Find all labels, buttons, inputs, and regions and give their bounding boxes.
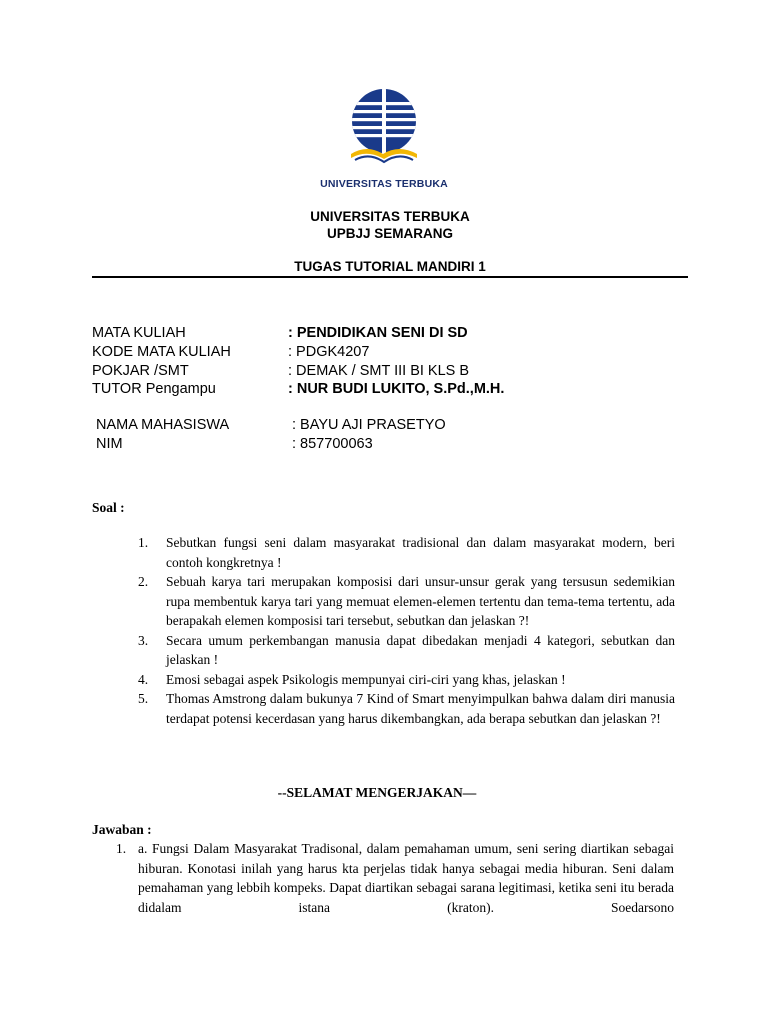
info-value: : PENDIDIKAN SENI DI SD — [288, 325, 468, 341]
jawaban-heading: Jawaban : — [92, 822, 152, 837]
info-value: : NUR BUDI LUKITO, S.Pd.,M.H. — [288, 381, 505, 397]
question-item — [138, 572, 675, 631]
question-number: 5. — [138, 691, 149, 706]
question-text: Sebutkan fungsi seni dalam masyarakat tradisional dan dalam masyarakat modern, beri contoh kongkretnya ! — [166, 535, 675, 570]
question-item — [138, 689, 675, 728]
answer-text: a. Fungsi Dalam Masyarakat Tradisonal, dalam pemahaman umum, seni sering diartikan sebagai hiburan. Konotasi inilah yang harus kta perjelas tidak hanya sebagai media hiburan. Seni dalam pemahaman yang lebbih kompeks. Dapat diartikan sebagai sarana legitimasi, ketika seni itu berada didalam istana (kraton). Soedarsono — [138, 841, 674, 915]
university-name: UNIVERSITAS TERBUKA — [310, 209, 470, 224]
answer-item — [116, 839, 674, 917]
info-label: KODE MATA KULIAH — [92, 344, 231, 360]
question-text: Thomas Amstrong dalam bukunya 7 Kind of Smart menyimpulkan bahwa dalam diri manusia terdapat potensi kecerdasan yang harus dikembangkan, ada berapa sebutkan dan jelaskan ?! — [166, 691, 675, 726]
assignment-title: TUGAS TUTORIAL MANDIRI 1 — [294, 259, 486, 274]
soal-heading: Soal : — [92, 500, 125, 515]
question-number: 4. — [138, 671, 149, 687]
info-label: POKJAR /SMT — [92, 363, 189, 379]
question-number: 2. — [138, 574, 149, 589]
question-item — [138, 533, 675, 572]
question-text: Emosi sebagai aspek Psikologis mempunyai ciri-ciri yang khas, jelaskan ! — [166, 671, 566, 687]
logo-text: UNIVERSITAS TERBUKA — [320, 178, 448, 190]
question-text: Secara umum perkembangan manusia dapat dibedakan menjadi 4 kategori, sebutkan dan jelaskan ! — [166, 632, 675, 667]
question-text: Sebuah karya tari merupakan komposisi dari unsur-unsur gerak yang tersusun sedemikian rupa membentuk karya tari yang memuat elemen-elemen tertentu dan tema-tema tertentu, ada berapakah elemen komposisi tari tersebut, sebutkan dan jelaskan ?! — [166, 574, 675, 628]
university-logo — [309, 88, 459, 194]
info-label: NIM — [96, 436, 123, 452]
question-number: 1. — [138, 535, 149, 550]
info-label: TUTOR Pengampu — [92, 381, 216, 397]
question-item — [138, 670, 675, 690]
closing-text: --SELAMAT MENGERJAKAN— — [277, 785, 477, 800]
question-number: 3. — [138, 632, 149, 648]
info-label: MATA KULIAH — [92, 325, 186, 341]
info-label: NAMA MAHASISWA — [96, 417, 230, 433]
answer-number: 1. — [116, 841, 127, 856]
info-value: : 857700063 — [292, 436, 373, 452]
title-divider — [92, 276, 688, 278]
branch-name: UPBJJ SEMARANG — [326, 226, 454, 241]
info-value: : PDGK4207 — [288, 344, 370, 360]
question-list — [138, 533, 675, 728]
info-value: : DEMAK / SMT III BI KLS B — [288, 363, 470, 379]
question-item — [138, 631, 675, 670]
info-value: : BAYU AJI PRASETYO — [292, 417, 446, 433]
logo-emblem-icon — [345, 88, 423, 168]
